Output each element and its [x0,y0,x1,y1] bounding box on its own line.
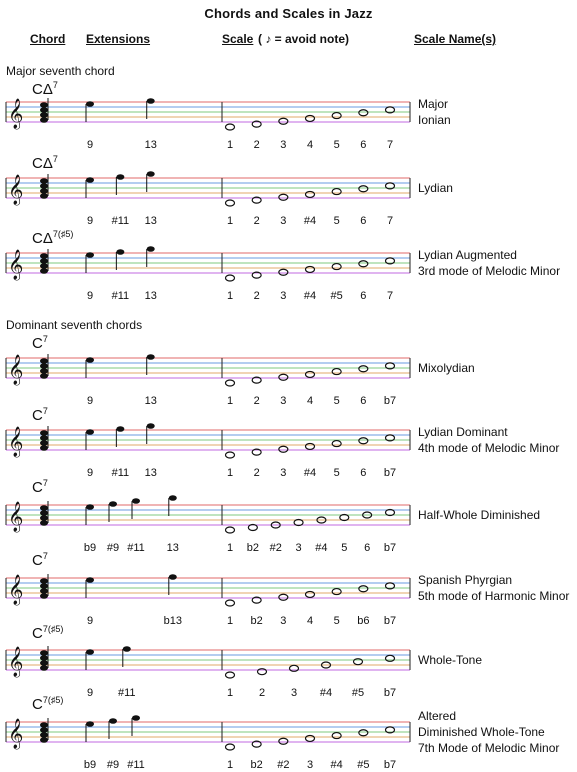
scale-note [359,261,368,267]
chord-note [40,368,48,374]
treble-clef-icon: 𝄞 [8,719,24,749]
scale-degree-label: 6 [364,542,371,554]
chord-symbol-superscript: 7 [42,334,48,344]
scale-note [226,452,235,458]
treble-clef-icon: 𝄞 [8,250,24,280]
scale-note [332,189,341,195]
scale-degree-label: b2 [246,542,259,554]
scale-note [279,446,288,452]
extension-label: #11 [127,759,145,771]
scale-degree-label: #4 [303,215,317,227]
scale-degree-label: b7 [383,467,397,479]
scale-note [359,110,368,116]
chord-note [40,435,48,441]
chord-note [40,588,48,594]
chord-symbol: $C\Delta^7$ [32,154,58,172]
scale-degree-label: 3 [290,687,298,699]
extension-note [147,98,155,104]
scale-name-line: Lydian [418,181,453,195]
extension-note [147,246,155,252]
scale-note [279,374,288,380]
scale-degree-label: 7 [386,215,394,227]
chord-note [40,655,48,661]
extension-label: 9 [86,290,94,302]
scale-degree-label: #4 [303,290,317,302]
treble-clef-icon: 𝄞 [8,355,24,385]
extension-note [169,574,177,580]
scale-name [418,96,451,128]
chord-note [40,178,48,184]
scale-degree-label: #4 [315,542,328,554]
scale-degree-label: b7 [383,615,397,627]
scale-note [226,200,235,206]
scale-note [359,186,368,192]
scale-name-line: Major [418,97,449,111]
chord-note [40,660,48,666]
extension-label: 9 [86,215,94,227]
scale-degree-label: 5 [333,467,340,479]
chord-symbol-superscript: 7 [42,406,48,416]
extension-note [86,504,94,510]
extension-note [116,174,124,180]
extension-label: 13 [166,542,179,554]
extension-label: 13 [144,139,157,151]
scale-note [279,269,288,275]
scale-note [306,266,315,272]
scale-degree-label: b7 [383,759,397,771]
chord-symbol: $C\Delta^{7(♯5)}$ [32,229,74,247]
scale-name [418,360,475,376]
extension-label: 13 [144,290,157,302]
scale-degree-label: b7 [383,395,397,407]
scale-degree-label: 1 [226,395,234,407]
extension-note [169,495,177,501]
scale-degree-label: 3 [280,467,287,479]
chord-symbol: $C\Delta^7$ [32,80,58,98]
scale-degree-label: 1 [226,290,234,302]
extension-label: #11 [111,467,130,479]
scale-name-line: Whole-Tone [418,653,483,667]
chord-note [40,258,48,264]
scale-name [418,424,559,456]
scale-note [306,115,315,121]
chord-note [40,358,48,364]
scale-name-line: 3rd mode of Melodic Minor [418,264,561,278]
chord-note [40,578,48,584]
scale-note [306,591,315,597]
scale-note [226,600,235,606]
scale-degree-label: 3 [280,290,287,302]
scale-degree-label: 3 [280,395,287,407]
scale-name-line: Altered [418,709,457,723]
scale-degree-label: #5 [351,687,365,699]
scale-degree-label: 6 [360,395,367,407]
scale-degree-label: 2 [253,467,260,479]
scale-note [332,264,341,270]
chord-symbol-superscript: 7(♯5) [42,624,64,634]
scale-note [226,275,235,281]
scale-name [418,708,559,756]
scale-degree-label: 3 [280,215,287,227]
extension-note [109,718,117,724]
chord-note [40,102,48,108]
scale-name-line: Lydian Augmented [418,248,517,262]
chord-symbol: $C^7$ [32,551,48,569]
scale-note [226,380,235,386]
extension-label: b13 [163,615,182,627]
chord-symbol-superscript: 7 [52,80,58,90]
scale-degree-label: #4 [303,467,317,479]
extension-note [109,501,117,507]
scale-note [332,733,341,739]
scale-degree-label: 4 [306,395,314,407]
extension-note [86,101,94,107]
extension-note [86,177,94,183]
chord-note [40,183,48,189]
chord-note [40,363,48,369]
extension-label: #11 [118,687,136,699]
chord-note [40,430,48,436]
chord-symbol-superscript: 7(♯5) [42,695,64,705]
chord-note [40,268,48,274]
scale-degree-label: 6 [360,290,367,302]
scale-degree-label: #4 [330,759,343,771]
extension-label: #9 [106,542,120,554]
scale-note [279,118,288,124]
chord-symbol-superscript: 7(♯5) [52,229,74,239]
extension-label: b9 [83,759,97,771]
scale-name-line: Lydian Dominant [418,425,508,439]
scale-note [279,194,288,200]
scale-name [418,180,453,196]
scale-note [332,369,341,375]
scale-degree-label: 2 [253,290,260,302]
chord-note [40,373,48,379]
extension-note [86,721,94,727]
extension-note [86,649,94,655]
scale-degree-label: 2 [258,687,266,699]
chord-symbol: $C^7$ [32,478,48,496]
chord-symbol: $C^7$ [32,334,48,352]
scale-name-line: Mixolydian [418,361,475,375]
extension-note [116,426,124,432]
chord-note [40,253,48,259]
scale-name-line: Spanish Phyrgian [418,573,513,587]
scale-degree-label: 2 [253,395,260,407]
chord-symbol-superscript: 7 [42,478,48,488]
extension-label: 13 [144,467,157,479]
section-label: Major seventh chord [6,64,115,78]
scale-degree-label: 2 [253,215,260,227]
scale-degree-label: #4 [319,687,333,699]
scale-name-line: 4th mode of Melodic Minor [418,441,560,455]
scale-note [226,672,235,678]
chord-note [40,727,48,733]
scale-name-line: 5th mode of Harmonic Minor [418,589,570,603]
scale-degree-label: 6 [360,139,367,151]
chord-symbol: $C^{7(♯5)}$ [32,624,64,642]
treble-clef-icon: 𝄞 [8,647,24,677]
chord-note [40,263,48,269]
chord-note [40,112,48,118]
extension-label: 9 [86,687,94,699]
chord-symbol: $C^{7(♯5)}$ [32,695,64,713]
extension-note [123,646,131,652]
extension-label: #11 [127,542,145,554]
chord-note [40,583,48,589]
scale-note [306,735,315,741]
scale-degree-label: 7 [386,139,394,151]
extension-note [86,252,94,258]
extension-label: 13 [144,215,157,227]
scale-degree-label: 1 [226,467,234,479]
scale-name [418,507,540,523]
scale-name-line: Diminished Whole-Tone [418,725,545,739]
scale-name-line: 7th Mode of Melodic Minor [418,741,560,755]
header-scale-note: ( ♪ = avoid note) [258,32,350,46]
chord-note [40,665,48,671]
scale-degree-label: 4 [306,615,314,627]
scale-degree-label: b2 [250,759,263,771]
scale-degree-label: 1 [226,139,234,151]
extension-note [147,423,155,429]
scale-degree-label: 1 [226,215,234,227]
scale-degree-label: 1 [226,687,234,699]
scale-degree-label: 5 [341,542,348,554]
scale-degree-label: 1 [226,615,234,627]
chord-note [40,440,48,446]
scale-degree-label: 1 [226,542,234,554]
scale-degree-label: #2 [277,759,290,771]
extension-note [147,171,155,177]
scale-degree-label: 7 [386,290,394,302]
scale-name-line: Ionian [418,113,451,127]
scale-degree-label: 3 [280,139,287,151]
scale-note [359,586,368,592]
scale-degree-label: #2 [269,542,282,554]
treble-clef-icon: 𝄞 [8,427,24,457]
chord-note [40,593,48,599]
extension-note [116,249,124,255]
chord-note [40,505,48,511]
chord-note [40,520,48,526]
page-title: Chords and Scales in Jazz [204,6,373,21]
scale-degree-label: b7 [383,687,397,699]
scale-degree-label: 3 [280,615,287,627]
scale-degree-label: #5 [357,759,370,771]
scale-degree-label: 3 [295,542,302,554]
scale-note [359,438,368,444]
scale-degree-label: 6 [360,215,367,227]
chord-note [40,515,48,521]
scale-degree-label: b7 [383,542,397,554]
chord-note [40,188,48,194]
chord-note [40,445,48,451]
header-scale-names: Scale Name(s) [414,32,497,46]
chord-note [40,722,48,728]
scale-note [226,124,235,130]
extension-label: 9 [86,139,94,151]
chord-note [40,107,48,113]
scale-note [359,730,368,736]
extension-label: b9 [83,542,97,554]
header-chord: Chord [30,32,66,46]
chord-note [40,117,48,123]
extension-label: #11 [111,290,130,302]
extension-label: 9 [86,615,94,627]
scale-note [306,371,315,377]
extension-note [86,357,94,363]
scale-degree-label: 4 [306,139,314,151]
extension-label: 13 [144,395,157,407]
scale-degree-label: 6 [360,467,367,479]
scale-degree-label: 5 [333,215,340,227]
scale-name [418,572,569,604]
extension-note [132,498,140,504]
scale-name [418,247,560,279]
scale-note [226,744,235,750]
extension-note [147,354,155,360]
scale-degree-label: 1 [226,759,234,771]
scale-name-line: Half-Whole Diminished [418,508,541,522]
chord-note [40,193,48,199]
scale-note [359,366,368,372]
extension-label: #11 [111,215,130,227]
scale-note [332,113,341,119]
chord-symbol-superscript: 7 [52,154,58,164]
scale-note [306,443,315,449]
extension-label: #9 [106,759,120,771]
header-scale: Scale [222,32,254,46]
extension-label: 9 [86,467,94,479]
chord-note [40,510,48,516]
treble-clef-icon: 𝄞 [8,575,24,605]
header-extensions: Extensions [86,32,151,46]
chord-symbol-superscript: 7 [42,551,48,561]
treble-clef-icon: 𝄞 [8,175,24,205]
chord-note [40,650,48,656]
scale-degree-label: b2 [250,615,263,627]
extension-note [86,577,94,583]
scale-degree-label: b6 [357,615,370,627]
section-label: Dominant seventh chords [6,318,143,332]
scale-degree-label: 2 [253,139,260,151]
scale-degree-label: 5 [333,139,340,151]
scale-note [279,738,288,744]
scale-note [306,191,315,197]
scale-degree-label: 5 [333,395,340,407]
chord-note [40,732,48,738]
extension-note [86,429,94,435]
chord-note [40,737,48,743]
treble-clef-icon: 𝄞 [8,99,24,129]
scale-degree-label: 5 [333,615,340,627]
scale-degree-label: #5 [330,290,343,302]
scale-note [226,527,235,533]
treble-clef-icon: 𝄞 [8,502,24,532]
scale-note [332,589,341,595]
extension-note [132,715,140,721]
scale-note [279,594,288,600]
scale-degree-label: 3 [306,759,314,771]
scale-note [332,441,341,447]
scale-name [418,652,482,668]
extension-label: 9 [86,395,94,407]
chord-symbol: $C^7$ [32,406,48,424]
